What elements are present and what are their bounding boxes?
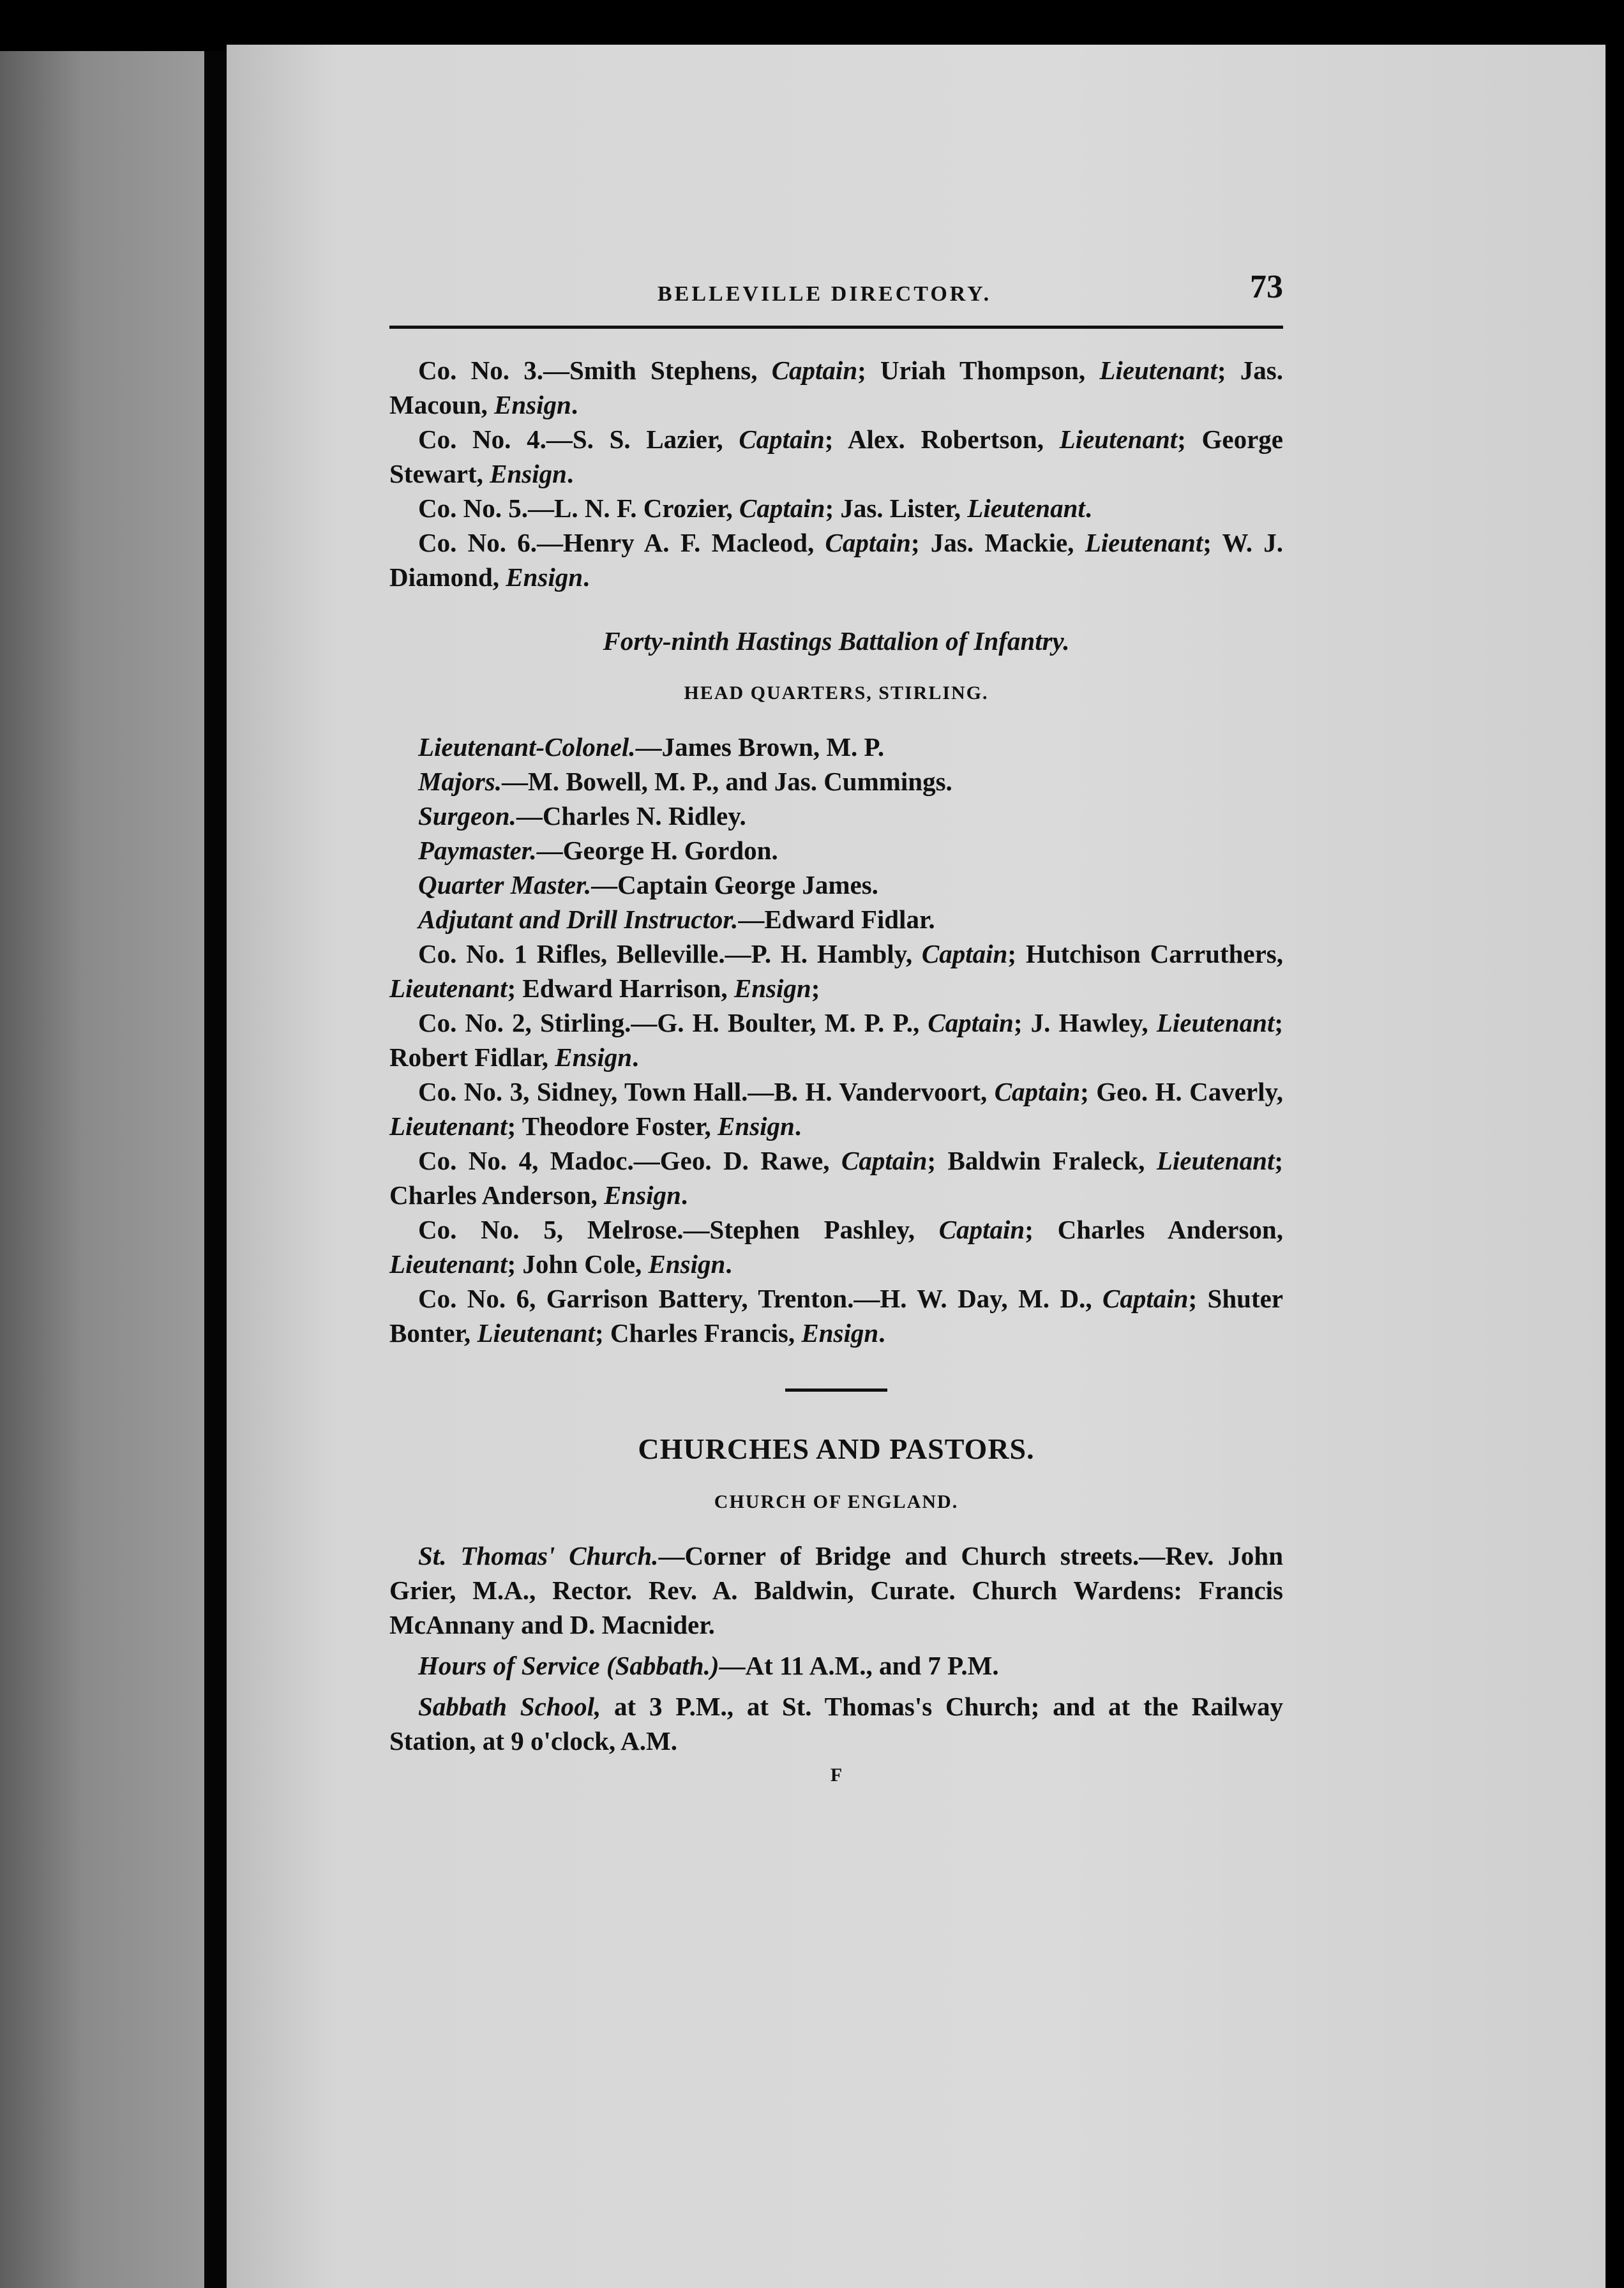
officer-role: Adjutant and Drill Instructor.—Edward Fidlar.	[418, 905, 935, 934]
company-entry: Co. No. 4.—S. S. Lazier, Captain; Alex. Robertson, Lieutenant; George Stewart, Ensign.	[389, 425, 1283, 488]
service-hours: Hours of Service (Sabbath.)—At 11 A.M., and 7 P.M.	[418, 1651, 999, 1680]
officer-role: Surgeon.—Charles N. Ridley.	[418, 801, 746, 831]
company-entry: Co. No. 5, Melrose.—Stephen Pashley, Captain; Charles Anderson, Lieutenant; John Cole, Ensign.	[389, 1215, 1283, 1279]
officer-role: Paymaster.—George H. Gordon.	[418, 836, 778, 865]
signature-mark: F	[830, 1765, 843, 1786]
company-entry: Co. No. 2, Stirling.—G. H. Boulter, M. P. P., Captain; J. Hawley, Lieutenant; Robert Fidlar, Ensign.	[389, 1008, 1283, 1072]
company-entry: Co. No. 1 Rifles, Belleville.—P. H. Hambly, Captain; Hutchison Carruthers, Lieutenant; Edward Harrison, Ensign;	[389, 939, 1284, 1003]
running-title: BELLEVILLE DIRECTORY.	[658, 282, 992, 306]
company-entry: Co. No. 3.—Smith Stephens, Captain; Uriah Thompson, Lieutenant; Jas. Macoun, Ensign.	[389, 356, 1284, 419]
page-number: 73	[1250, 269, 1283, 305]
running-header	[389, 268, 1283, 329]
sabbath-school: Sabbath School, at 3 P.M., at St. Thomas's Church; and at the Railway Station, at 9 o'clock, A.M.	[389, 1692, 1283, 1756]
company-entry: Co. No. 4, Madoc.—Geo. D. Rawe, Captain; Baldwin Fraleck, Lieutenant; Charles Anderson, Ensign.	[389, 1146, 1284, 1210]
company-entry: Co. No. 6.—Henry A. F. Macleod, Captain; Jas. Mackie, Lieutenant; W. J. Diamond, Ensign.	[389, 528, 1283, 592]
battalion-company-list	[389, 353, 1283, 594]
officer-role: Majors.—M. Bowell, M. P., and Jas. Cummings.	[418, 767, 952, 796]
infantry-heading: Forty-ninth Hastings Battalion of Infantry.	[603, 626, 1070, 656]
company-entry: Co. No. 6, Garrison Battery, Trenton.—H. W. Day, M. D., Captain; Shuter Bonter, Lieutenant; Charles Francis, Ensign.	[389, 1284, 1283, 1348]
officer-roles	[389, 730, 1283, 937]
section-divider	[785, 1389, 887, 1392]
headquarters-heading: HEAD QUARTERS, STIRLING.	[684, 682, 989, 704]
officer-role: Quarter Master.—Captain George James.	[418, 870, 878, 899]
church-of-england-heading: CHURCH OF ENGLAND.	[714, 1491, 959, 1512]
churches-heading: CHURCHES AND PASTORS.	[638, 1433, 1035, 1465]
company-entry: Co. No. 5.—L. N. F. Crozier, Captain; Jas. Lister, Lieutenant.	[418, 493, 1092, 523]
officer-role: Lieutenant-Colonel.—James Brown, M. P.	[418, 732, 885, 762]
facing-page-edge	[0, 51, 204, 2288]
church-entry: St. Thomas' Church.—Corner of Bridge and Church streets.—Rev. John Grier, M.A., Rector. Rev. A. Baldwin, Curate. Church Wardens: Francis McAnnany and D. Macnider.	[389, 1541, 1283, 1639]
company-entry: Co. No. 3, Sidney, Town Hall.—B. H. Vandervoort, Captain; Geo. H. Caverly, Lieutenant; Theodore Foster, Ensign.	[389, 1077, 1283, 1141]
infantry-company-list	[389, 937, 1283, 1350]
book-gutter	[204, 51, 230, 2288]
page-content	[389, 268, 1283, 1786]
